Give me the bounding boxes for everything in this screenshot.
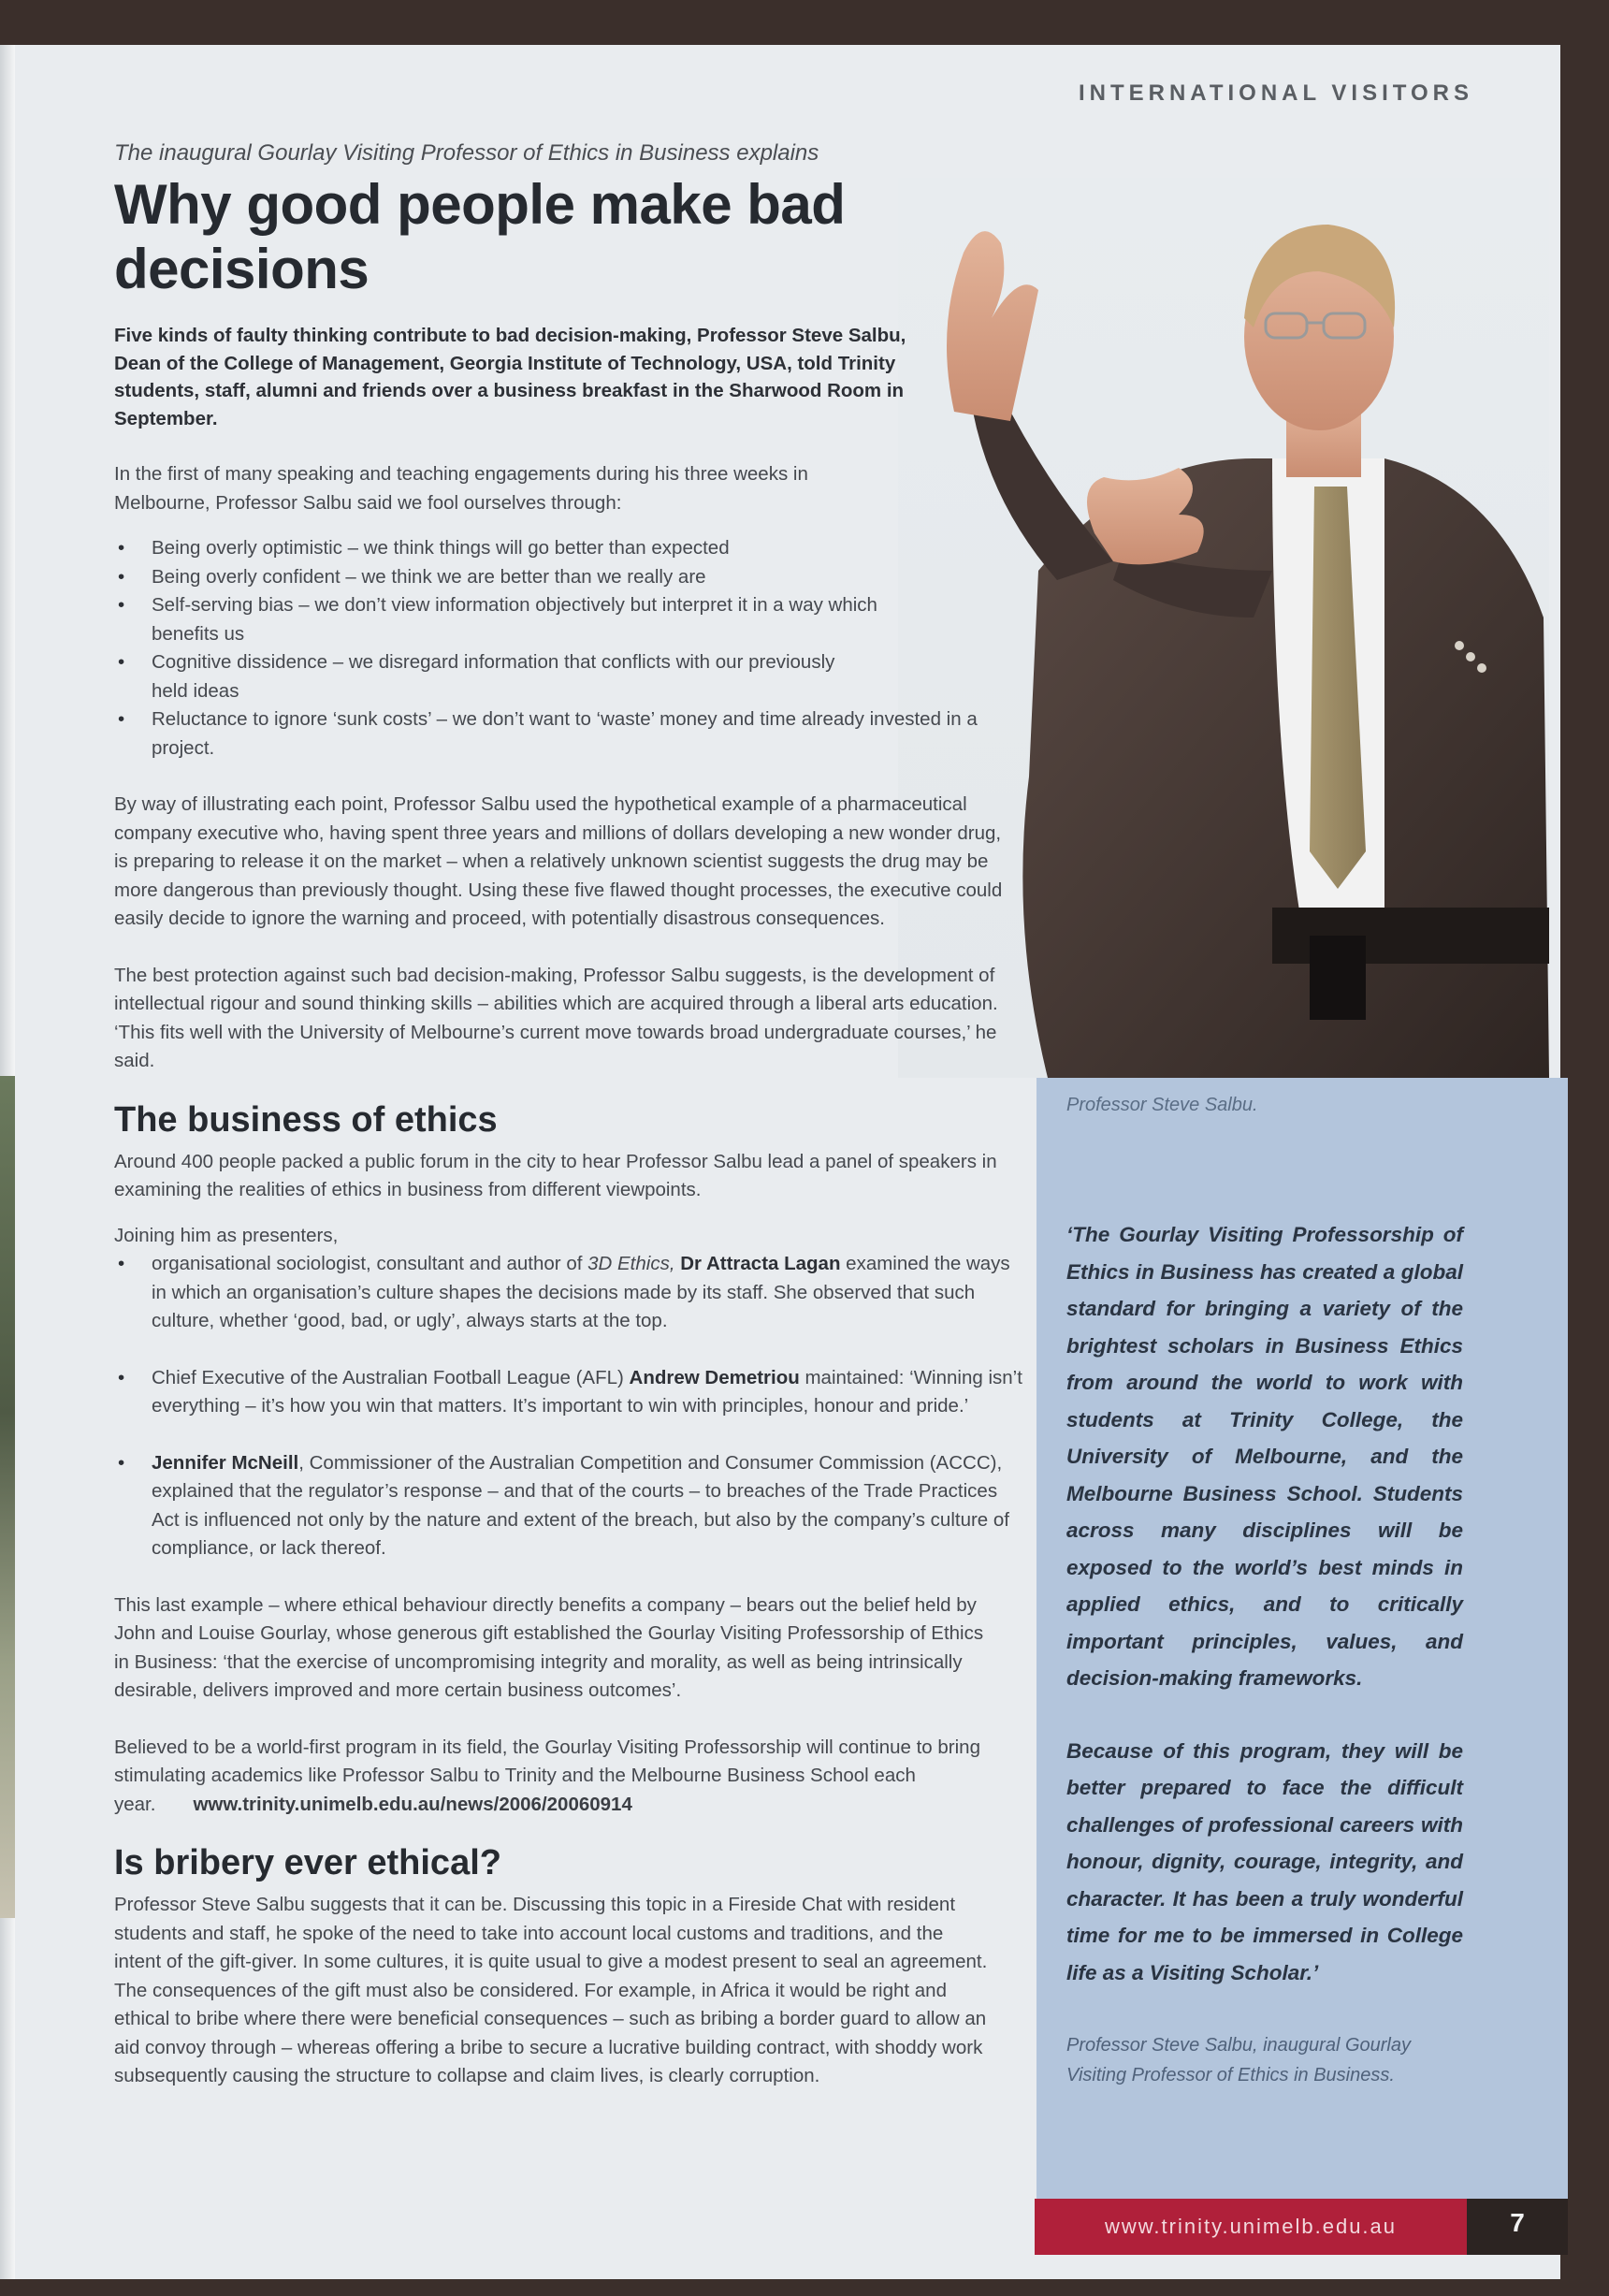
list-item [114, 1250, 1026, 1336]
presenter-text: maintained: ‘Winning isn’t everything – it’s how you win that matters. It’s important to win with principles, honour and pride.’ [152, 1366, 1022, 1417]
presenter-text: , Commissioner of the Australian Competition and Consumer Commission (ACCC), explained that the regulator’s response – and that of the courts – to breaches of the Trade Practices Act is influenced not only by the nature and extent of the breach, but also by the company’s culture of compliance, or lack thereof. [152, 1451, 1009, 1559]
fallacy-list [114, 534, 984, 763]
presenters-intro: Joining him as presenters, [114, 1224, 339, 1246]
forum-paragraph: Around 400 people packed a public forum in the city to hear Professor Salbu lead a panel of speakers in examining the realities of ethics in business from different viewpoints. [114, 1150, 997, 1200]
example-paragraph: By way of illustrating each point, Professor Salbu used the hypothetical example of a pharmaceutical company executive who, having spent three years and millions of dollars developing a new wonder drug, is preparing to release it on the market – when a relatively unknown scientist suggests the drug may be more dangerous than previously thought. Using these five flawed thought processes, the executive could easily decide to ignore the warning and proceed, with potentially disastrous consequences. [114, 793, 1003, 929]
list-item: • Reluctance to ignore ‘sunk costs’ – we don’t want to ‘waste’ money and time already invested in a project. [114, 705, 984, 763]
presenter-text: examined the ways in which an organisation’s culture shapes the decisions made by its staff. She observed that such culture, whether ‘good, bad, or ugly’, always starts at the top. [152, 1253, 1010, 1331]
section-label: INTERNATIONAL VISITORS [1078, 80, 1473, 106]
page-number: 7 [1467, 2199, 1568, 2255]
presenter-name: Dr Attracta Lagan [680, 1253, 841, 1274]
last-example-paragraph: This last example – where ethical behaviour directly benefits a company – bears out the belief held by John and Louise Gourlay, whose generous gift established the Gourlay Visiting Professorship of Ethics in Business: ‘that the exercise of uncompromising integrity and morality, as well as being intrinsically desirable, delivers improved and more certain business outcomes’. [114, 1593, 984, 1701]
quote-attribution: Professor Steve Salbu, inaugural Gourlay Visiting Professor of Ethics in Business. [1066, 2035, 1411, 2085]
sleeve-button [1455, 641, 1464, 650]
pull-quote [1066, 1216, 1463, 2027]
intro-paragraph: In the first of many speaking and teaching engagements during his three weeks in Melbourne, Professor Salbu said we fool ourselves through: [114, 463, 808, 514]
presenter-text: Chief Executive of the Australian Football League (AFL) [152, 1366, 630, 1388]
article-title: Why good people make bad decisions [114, 173, 846, 300]
presenter-list [114, 1250, 1026, 1563]
presenter-name: Andrew Demetriou [629, 1366, 800, 1388]
program-link[interactable]: www.trinity.unimelb.edu.au/news/2006/20060914 [193, 1793, 632, 1815]
section-heading-business-ethics: The business of ethics [114, 1099, 498, 1140]
presenter-name: Jennifer McNeill [152, 1451, 299, 1474]
microphone-pack [1310, 936, 1366, 1020]
article-column [114, 140, 1022, 2091]
facing-page-photo-edge [0, 1076, 15, 1918]
book-title: 3D Ethics, [587, 1253, 675, 1274]
sleeve-button [1466, 652, 1475, 661]
presenter-text: organisational sociologist, consultant and author of [152, 1253, 588, 1274]
footer-url[interactable]: www.trinity.unimelb.edu.au [1035, 2199, 1467, 2255]
program-text: Believed to be a world-first program in its field, the Gourlay Visiting Professorship will continue to bring stimulating academics like Professor Salbu to Trinity and the Melbourne Business School each year. [114, 1736, 980, 1815]
list-item [114, 1449, 1026, 1563]
quote-paragraph-1: ‘The Gourlay Visiting Professorship of Ethics in Business has created a global standard for bringing a variety of the brightest scholars in Business Ethics from around the world to work with students at Trinity College, the University of Melbourne, and the Melbourne Business School. Students across many disciplines will be exposed to the world’s best minds in applied ethics, and to critically important principles, values, and decision-making frameworks. [1066, 1223, 1463, 1690]
list-item: • Self-serving bias – we don’t view information objectively but interpret it in a way which benefits us [114, 591, 919, 648]
article-kicker: The inaugural Gourlay Visiting Professor of Ethics in Business explains [114, 140, 819, 166]
list-item [114, 1364, 1026, 1421]
list-item: • Being overly confident – we think we are better than we really are [114, 563, 984, 592]
article-standfirst: Five kinds of faulty thinking contribute to bad decision-making, Professor Steve Salbu, Dean of the College of Management, Georgia Institute of Technology, USA, told Trinity students, staff, alumni and friends over a business breakfast in the Sharwood Room in September. [114, 325, 906, 429]
list-item: • Being overly optimistic – we think things will go better than expected [114, 534, 984, 563]
quote-paragraph-2: Because of this program, they will be better prepared to face the difficult challenges of professional careers with honour, dignity, courage, integrity, and character. It has been a truly wonderful time for me to be immersed in College life as a Visiting Scholar.’ [1066, 1738, 1463, 1984]
protection-paragraph: The best protection against such bad decision-making, Professor Salbu suggests, is the development of intellectual rigour and sound thinking skills – abilities which are acquired through a liberal arts education. ‘This fits well with the University of Melbourne’s current move towards broad undergraduate courses,’ he said. [114, 964, 998, 1071]
program-paragraph [114, 1734, 989, 1820]
list-item: • Cognitive dissidence – we disregard information that conflicts with our previously held ideas [114, 648, 862, 705]
section-heading-bribery: Is bribery ever ethical? [114, 1843, 501, 1882]
photo-caption: Professor Steve Salbu. [1066, 1095, 1258, 1115]
bribery-paragraph: Professor Steve Salbu suggests that it can be. Discussing this topic in a Fireside Chat with resident students and staff, he spoke of the need to take into account local customs and traditions, and the intent of the gift-giver. In some cultures, it is quite usual to give a modest present to seal an agreement. The consequences of the gift must also be considered. For example, in Africa it would be right and ethical to bribe where there were beneficial consequences – such as bribing a border guard to allow an aid convoy through – whereas offering a bribe to secure a lucrative building contract, with shoddy work subsequently causing the structure to collapse and claim lives, is clearly corruption. [114, 1894, 988, 2086]
sleeve-button [1477, 663, 1486, 673]
